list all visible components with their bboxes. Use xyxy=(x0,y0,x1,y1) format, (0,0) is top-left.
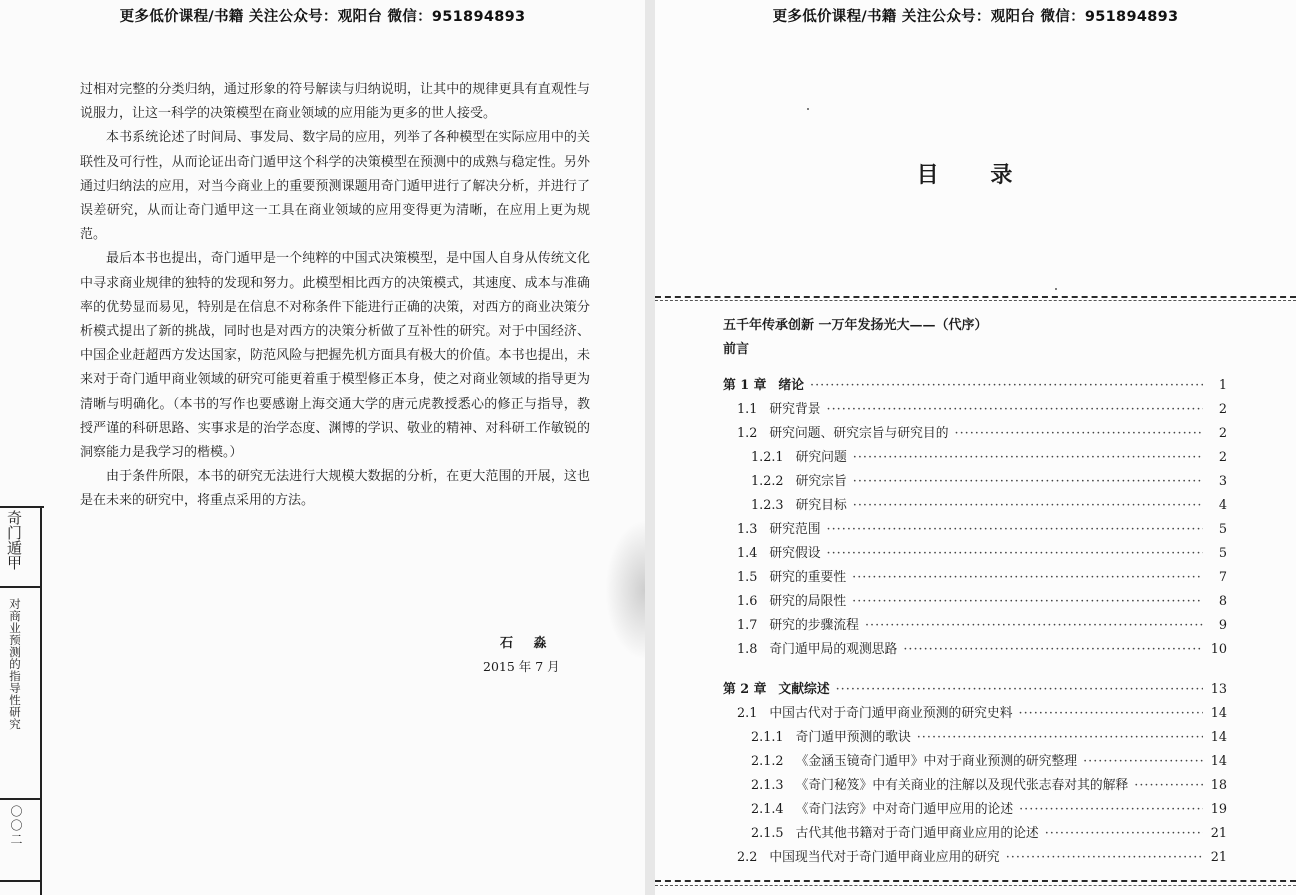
toc-entry-number: 2.1 xyxy=(737,706,758,721)
toc-preface: 前言 xyxy=(723,342,750,357)
toc-entry-number: 2.1.2 xyxy=(751,754,784,769)
toc-entry-number: 1.2.1 xyxy=(751,450,784,465)
toc-entry-label xyxy=(737,542,821,561)
toc-entry[interactable] xyxy=(737,614,1227,634)
side-book-title: 奇门遁甲 xyxy=(5,510,23,570)
toc-entry-number: 1.2 xyxy=(737,426,758,441)
paragraph-1: 过相对完整的分类归纳，通过形象的符号解读与归纳说明，让其中的规律更具有直观性与说服力，让这一科学的决策模型在商业领域的应用能为更多的世人接受。 xyxy=(80,82,590,122)
toc-top-rule-2 xyxy=(655,300,1296,301)
preface-body xyxy=(80,78,590,514)
toc-entry[interactable] xyxy=(751,726,1227,746)
toc-entry-text: 研究目标 xyxy=(795,498,847,513)
toc-entry-page: 1 xyxy=(1218,378,1227,393)
toc-entry[interactable] xyxy=(737,518,1227,538)
toc-entry-text: 《奇门秘笈》中有关商业的注解以及现代张志春对其的解释 xyxy=(795,778,1129,793)
toc-leader-dots xyxy=(865,618,1203,633)
toc-entry-text: 中国古代对于奇门遁甲商业预测的研究史料 xyxy=(769,706,1013,721)
toc-entry-label xyxy=(751,822,1039,841)
toc-entry-page: 18 xyxy=(1210,778,1227,793)
toc-entry-page: 8 xyxy=(1218,594,1227,609)
toc-entry-number: 2.1.4 xyxy=(751,802,784,817)
toc-entry-label xyxy=(737,566,846,585)
toc-entry[interactable] xyxy=(751,446,1227,466)
side-rule-bottom xyxy=(0,880,42,882)
toc-entry-text: 奇门遁甲预测的歌诀 xyxy=(795,730,911,745)
toc-leader-dots xyxy=(810,378,1203,393)
toc-entry-page: 3 xyxy=(1218,474,1227,489)
toc-bottom-rule-2 xyxy=(655,885,1296,886)
toc-entry-number: 第 1 章 xyxy=(723,378,767,393)
author-signature: 石 淼 xyxy=(500,636,555,651)
toc-entry-number: 1.2.2 xyxy=(751,474,784,489)
watermark-banner-right: 更多低价课程/书籍 关注公众号：观阳台 微信：951894893 xyxy=(772,9,1179,25)
toc-entry[interactable] xyxy=(737,542,1227,562)
toc-entry-text: 研究问题、研究宗旨与研究目的 xyxy=(769,426,949,441)
toc-leader-dots xyxy=(903,642,1203,657)
toc-entry[interactable] xyxy=(751,750,1227,770)
toc-entry-text: 研究假设 xyxy=(769,546,821,561)
toc-entry-page: 10 xyxy=(1210,642,1227,657)
signature-date: 2015 年 7 月 xyxy=(483,659,560,674)
toc-entry-text: 研究背景 xyxy=(769,402,821,417)
toc-entry-number: 第 2 章 xyxy=(723,682,767,697)
toc-entry-number: 1.3 xyxy=(737,522,758,537)
toc-entry-number: 2.1.5 xyxy=(751,826,784,841)
toc-leader-dots xyxy=(1045,826,1203,841)
toc-entry-label xyxy=(751,798,1013,817)
toc-entry-text: 古代其他书籍对于奇门遁甲商业应用的论述 xyxy=(795,826,1039,841)
toc-leader-dots xyxy=(853,498,1203,513)
toc-entry-label xyxy=(737,702,1013,721)
toc-entry-label xyxy=(751,726,911,745)
toc-entry[interactable] xyxy=(737,702,1227,722)
toc-entry-page: 19 xyxy=(1210,802,1227,817)
toc-entry-label xyxy=(737,846,1000,865)
toc-leader-dots xyxy=(1134,778,1203,793)
toc-entry-number: 1.7 xyxy=(737,618,758,633)
toc-entry-label xyxy=(723,678,830,697)
toc-leader-dots xyxy=(1083,754,1203,769)
toc-leader-dots xyxy=(827,402,1203,417)
toc-leader-dots xyxy=(917,730,1203,745)
toc-entry-text: 研究宗旨 xyxy=(795,474,847,489)
toc-entry[interactable] xyxy=(737,566,1227,586)
toc-entry-label xyxy=(737,422,949,441)
scan-speck xyxy=(807,108,809,110)
toc-entry-text: 《金涵玉镜奇门遁甲》中对于商业预测的研究整理 xyxy=(795,754,1078,769)
toc-entry-text: 研究的步骤流程 xyxy=(769,618,859,633)
toc-entry-page: 2 xyxy=(1218,402,1227,417)
toc-entry-text: 绪论 xyxy=(778,378,805,393)
toc-leader-dots xyxy=(836,682,1203,697)
toc-entry[interactable] xyxy=(751,470,1227,490)
toc-entry-number: 2.2 xyxy=(737,850,758,865)
right-page xyxy=(655,0,1296,895)
toc-leader-dots xyxy=(827,522,1203,537)
toc-leader-dots xyxy=(853,474,1203,489)
toc-entry-page: 2 xyxy=(1218,450,1227,465)
side-rule-vertical xyxy=(40,506,42,895)
toc-entry-page: 21 xyxy=(1210,826,1227,841)
toc-entry-page: 14 xyxy=(1210,706,1227,721)
toc-entry[interactable] xyxy=(723,678,1227,698)
toc-leader-dots xyxy=(853,450,1203,465)
toc-entry-page: 5 xyxy=(1218,522,1227,537)
toc-entry-text: 文献综述 xyxy=(778,682,830,697)
toc-entry-number: 1.5 xyxy=(737,570,758,585)
toc-entry-label xyxy=(751,750,1077,769)
toc-entry-page: 14 xyxy=(1210,730,1227,745)
toc-leader-dots xyxy=(1006,850,1203,865)
toc-entry-label xyxy=(737,638,897,657)
toc-entry-number: 2.1.1 xyxy=(751,730,784,745)
toc-entry-label xyxy=(751,494,847,513)
toc-bottom-rule xyxy=(655,880,1296,882)
paragraph-3: 最后本书也提出，奇门遁甲是一个纯粹的中国式决策模型，是中国人自身从传统文化中寻求商业规律的独特的发现和努力。此模型相比西方的决策模式，其速度、成本与准确率的优势显而易见，特别是在信息不对称条件下能进行正确的决策，对西方的商业决策分析模式提出了新的挑战，同时也是对西方的决策分析做了互补性的研究。对于中国经济、中国企业赶超西方发达国家，防范风险与把握先机方面具有极大的价值。本书也提出，未来对于奇门遁甲商业领域的研究可能更着重于模型修正本身，使之对商业领域的指导更为清晰与明确化。（本书的写作也要感谢上海交通大学的唐元虎教授悉心的修正与指导，教授严谨的科研思路、实事求是的治学态度、渊博的学识、敬业的精神、对科研工作敏锐的洞察能力是我学习的楷模。） xyxy=(80,251,590,461)
book-side-strip xyxy=(0,498,44,895)
toc-entry-number: 1.1 xyxy=(737,402,758,417)
toc-entry[interactable] xyxy=(737,590,1227,610)
toc-entry[interactable] xyxy=(737,422,1227,442)
scan-speck xyxy=(1055,288,1057,290)
toc-entry[interactable] xyxy=(751,798,1227,818)
toc-leader-dots xyxy=(852,570,1203,585)
toc-entry-page: 21 xyxy=(1210,850,1227,865)
toc-entry-label xyxy=(737,614,859,633)
toc-top-rule xyxy=(655,296,1296,298)
toc-entry[interactable] xyxy=(737,846,1227,866)
toc-entry-number: 2.1.3 xyxy=(751,778,784,793)
toc-entry[interactable] xyxy=(723,374,1227,394)
toc-foreword: 五千年传承创新 一万年发扬光大——（代序） xyxy=(723,318,988,333)
toc-entry-text: 《奇门法窍》中对奇门遁甲应用的论述 xyxy=(795,802,1014,817)
toc-entry-label xyxy=(751,470,847,489)
paragraph-4: 由于条件所限，本书的研究无法进行大规模大数据的分析，在更大范围的开展，这也是在未来的研究中，将重点采用的方法。 xyxy=(80,469,590,509)
page-number: 〇〇二 xyxy=(9,805,23,847)
toc-entry-page: 5 xyxy=(1218,546,1227,561)
toc-entry-page: 4 xyxy=(1218,498,1227,513)
toc-entry[interactable] xyxy=(751,494,1227,514)
toc-entry-page: 14 xyxy=(1210,754,1227,769)
toc-entry-page: 7 xyxy=(1218,570,1227,585)
toc-entry-page: 13 xyxy=(1210,682,1227,697)
toc-entry-text: 奇门遁甲局的观测思路 xyxy=(769,642,898,657)
toc-entry-page: 9 xyxy=(1218,618,1227,633)
toc-entry-number: 1.2.3 xyxy=(751,498,784,513)
side-rule-mid xyxy=(0,586,42,588)
toc-entry-text: 研究范围 xyxy=(769,522,821,537)
toc-entry-label xyxy=(751,774,1128,793)
toc-entry-label xyxy=(751,446,847,465)
watermark-banner: 更多低价课程/书籍 关注公众号：观阳台 微信：951894893 xyxy=(119,9,526,25)
toc-entry-number: 1.8 xyxy=(737,642,758,657)
page-fold-shadow xyxy=(605,520,645,660)
toc-entry[interactable] xyxy=(737,398,1227,418)
toc-entry-text: 研究的局限性 xyxy=(769,594,847,609)
toc-entry[interactable] xyxy=(737,638,1227,658)
toc-entry-text: 研究的重要性 xyxy=(769,570,847,585)
left-page xyxy=(0,0,645,895)
toc-leader-dots xyxy=(1019,802,1203,817)
toc-leader-dots xyxy=(852,594,1203,609)
toc-leader-dots xyxy=(827,546,1203,561)
toc-entry-number: 1.6 xyxy=(737,594,758,609)
toc-entry-text: 研究问题 xyxy=(795,450,847,465)
toc-leader-dots xyxy=(955,426,1203,441)
toc-entry-text: 中国现当代对于奇门遁甲商业应用的研究 xyxy=(769,850,1000,865)
toc-entry-label xyxy=(737,518,821,537)
toc-entry-page: 2 xyxy=(1218,426,1227,441)
toc-title: 目 录 xyxy=(916,163,1035,188)
toc-entry[interactable] xyxy=(751,822,1227,842)
side-rule-low xyxy=(0,798,42,800)
paragraph-2: 本书系统论述了时间局、事发局、数字局的应用，列举了各种模型在实际应用中的关联性及可行性，从而论证出奇门遁甲这个科学的决策模型在预测中的成熟与稳定性。另外通过归纳法的应用，对当今商业上的重要预测课题用奇门遁甲进行了解决分析，并进行了误差研究，从而让奇门遁甲这一工具在商业领域的应用变得更为清晰，在应用上更为规范。 xyxy=(80,130,590,243)
toc-entry-label xyxy=(723,374,804,393)
toc-entry-label xyxy=(737,590,846,609)
toc-entry-label xyxy=(737,398,821,417)
toc-leader-dots xyxy=(1019,706,1204,721)
toc-entry-number: 1.4 xyxy=(737,546,758,561)
side-rule-top xyxy=(0,506,44,508)
toc-entry[interactable] xyxy=(751,774,1227,794)
side-book-subtitle: 对商业预测的指导性研究 xyxy=(8,598,22,730)
